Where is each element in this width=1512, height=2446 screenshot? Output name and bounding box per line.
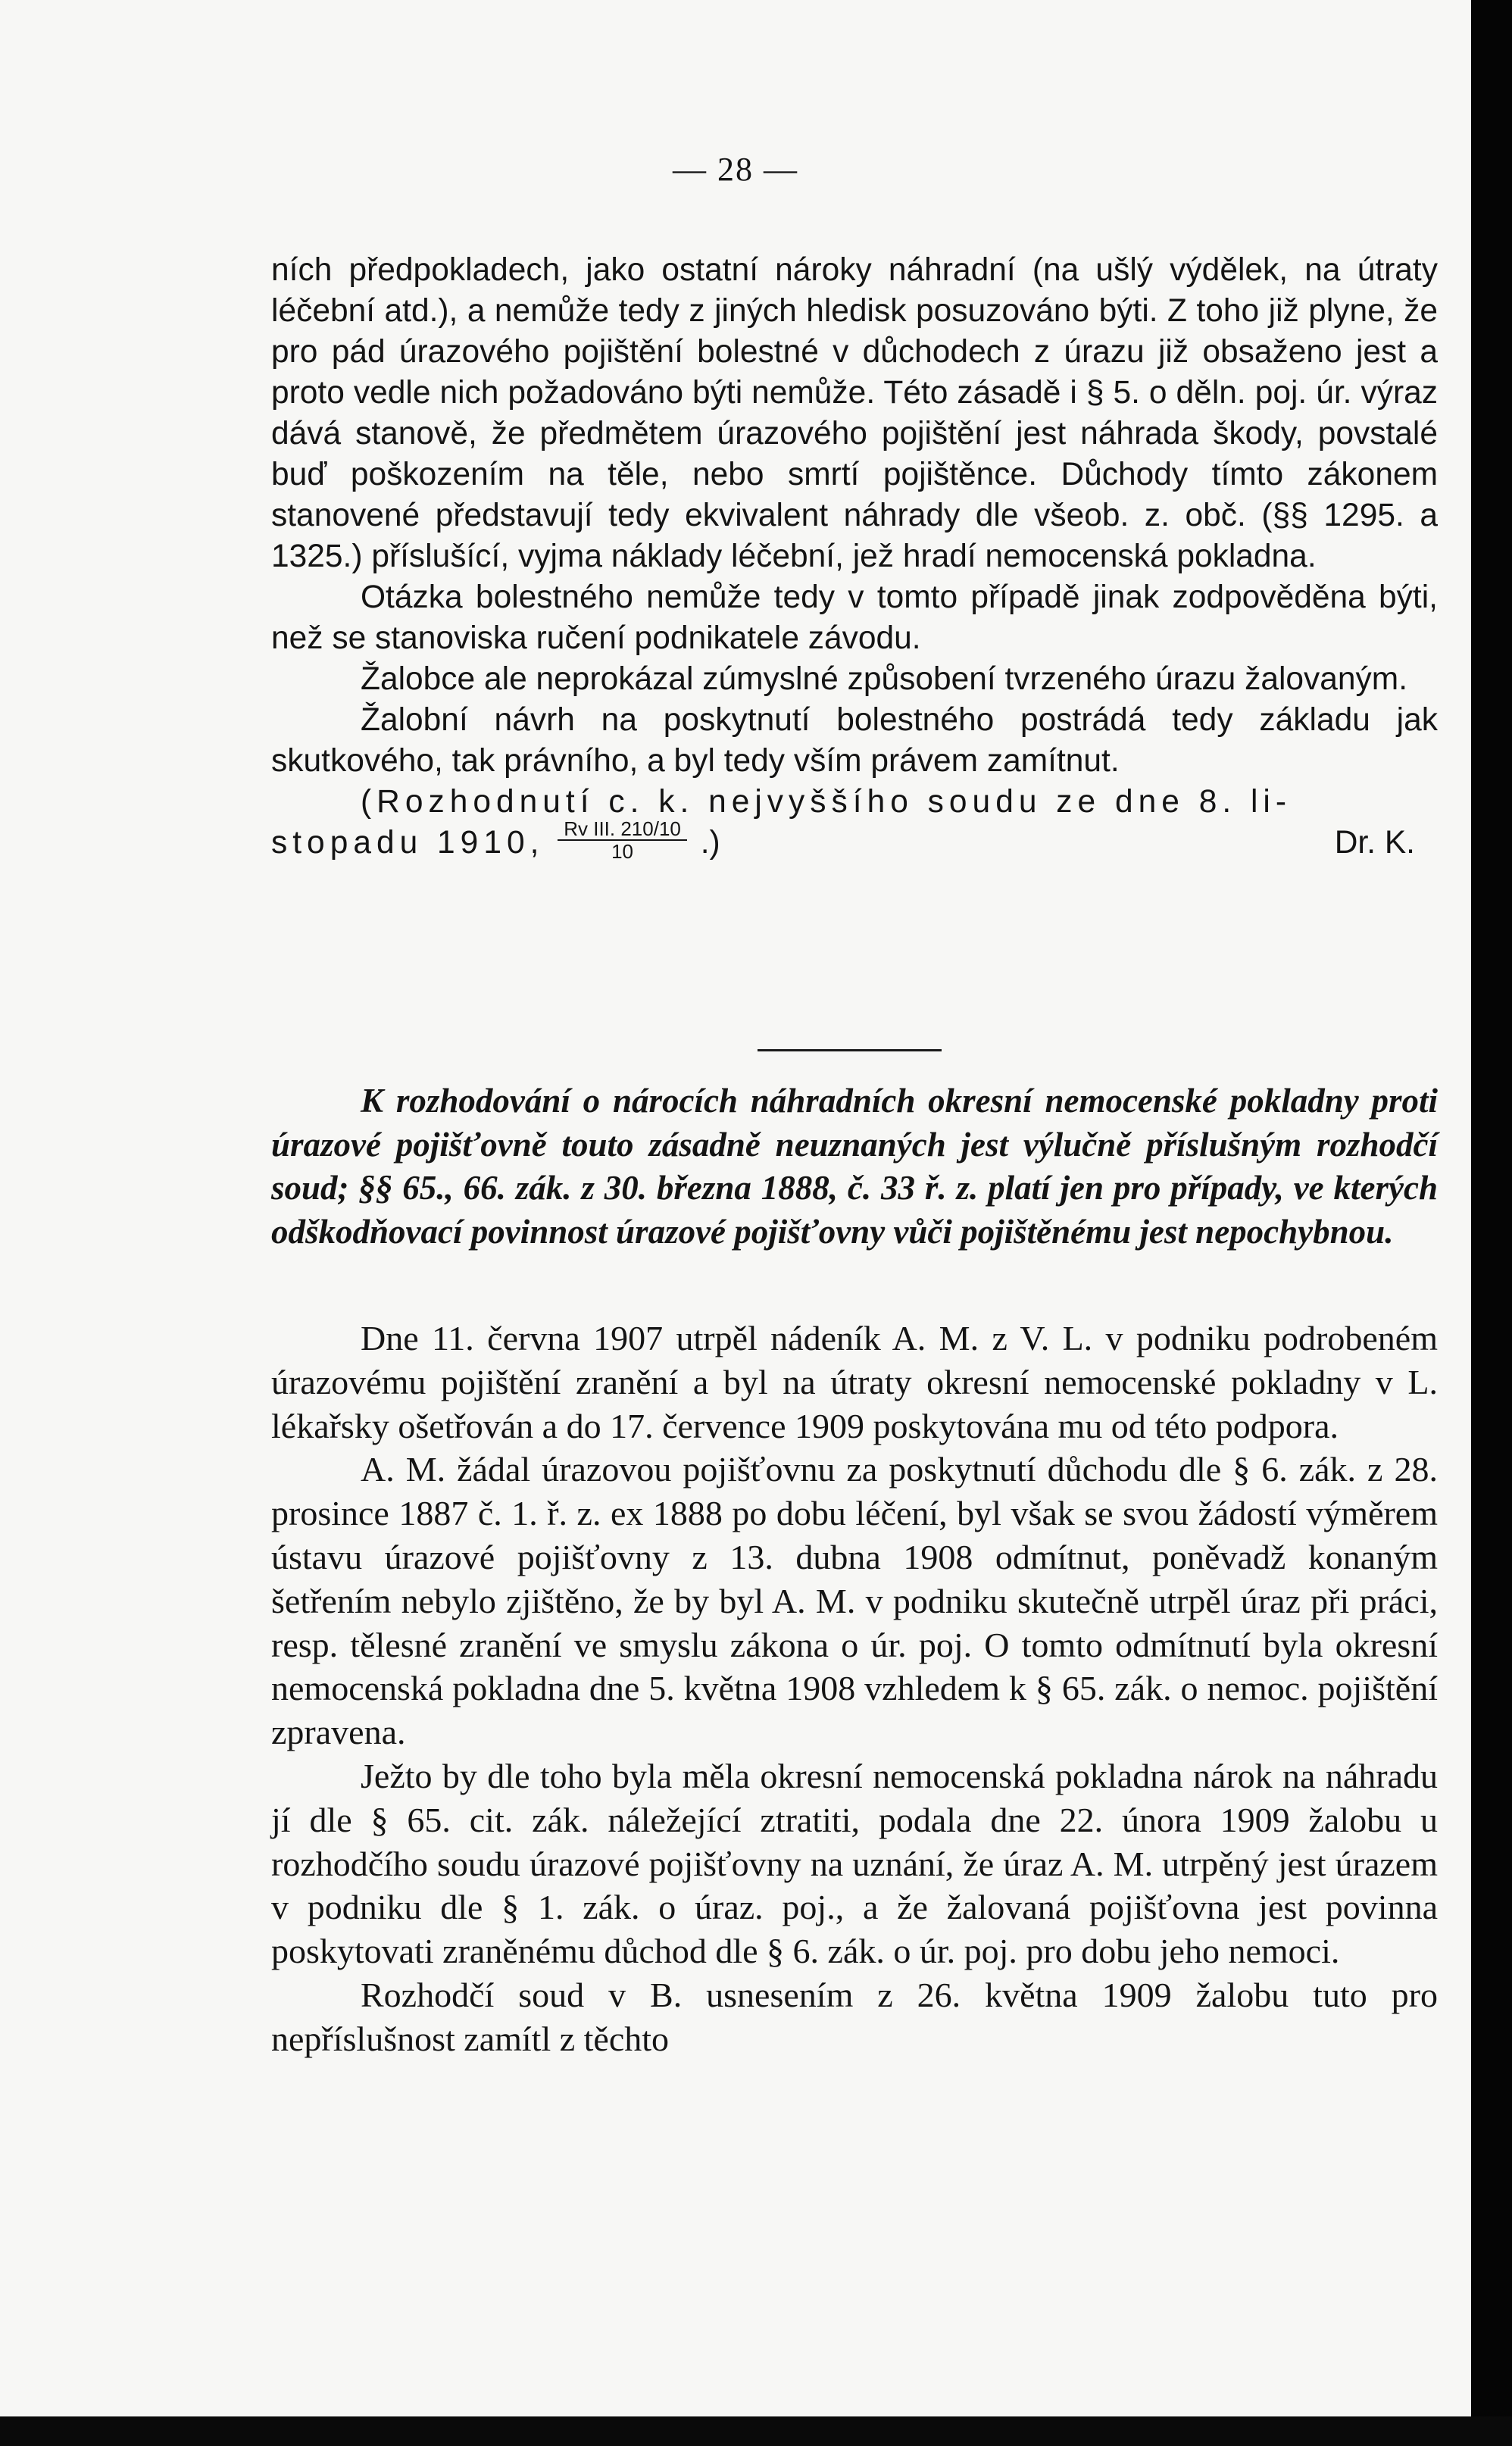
verdict-date: stopadu 1910, — [271, 825, 545, 861]
paragraph-plaintiff-failed: Žalobce ale neprokázal zúmyslné způsobení tvrzeného úrazu žalovaným. — [361, 661, 1408, 697]
verdict-close: .) — [700, 825, 720, 861]
page-number: — 28 — — [673, 151, 798, 188]
paragraph-claim-dismissed: Žalobní návrh na poskytnutí bolestného postrádá tedy základu jak skutkového, tak právního, a byl tedy vším právem zamítnut. — [271, 702, 1438, 779]
scan-border-bottom — [0, 2416, 1512, 2446]
case-number-fraction — [558, 818, 687, 862]
section-divider — [758, 1049, 942, 1051]
continued-judgment-text — [271, 250, 1438, 867]
paragraph-continuation: ních předpokladech, jako ostatní nároky náhradní (na ušlý výdělek, na útraty léčební atd.), a nemůže tedy z jiných hledisk posuzováno býti. Z toho již plyne, že pro pád úrazového pojištění bolestné v důchodech z úrazu již obsaženo jest a proto vedle nich požadováno býti nemůže. Této zásadě i § 5. o děln. poj. úr. výraz dává stanově, že předmětem úrazového pojištění jest náhrada škody, povstalé buď poškozením na těle, nebo smrtí pojištěnce. Důchody tímto zákonem stanovené představují tedy ekvivalent náhrady dle všeob. z. obč. (§§ 1295. a 1325.) příslušící, vyjma náklady léčební, jež hradí nemocenská pokladna. — [271, 252, 1438, 574]
paragraph-injury-facts: Dne 11. června 1907 utrpěl nádeník A. M. z V. L. v podniku podrobeném úrazovému pojištění zranění a byl na útraty okresní nemocenské pokladny v L. lékařsky ošetřován a do 17. července 1909 poskytována mu od této podpora. — [271, 1319, 1438, 1445]
case-number-numerator: Rv III. 210/10 — [558, 818, 687, 841]
paragraph-arbitration-decision: Rozhodčí soud v B. usnesením z 26. května 1909 žalobu tuto pro nepříslušnost zamítl z těchto — [271, 1975, 1438, 2058]
verdict-citation-line-2 — [271, 817, 1438, 867]
headnote-lead-letter: K — [361, 1082, 384, 1120]
headnote-text: rozhodování o nárocích náhradních okresní nemocenské pokladny proti úrazové pojišťovně touto zásadně neuznaných jest výlučně příslušným rozhodčí soud; §§ 65., 66. zák. z 30. března 1888, č. 33 ř. z. platí jen pro případy, ve kterých odškodňovací povinnost úrazové pojišťovny vůči pojištěnému jest nepochybnou. — [271, 1082, 1439, 1251]
scan-border-right — [1471, 0, 1512, 2446]
paragraph-lawsuit: Ježto by dle toho byla měla okresní nemocenská pokladna nárok na náhradu jí dle § 65. cit. zák. náležející ztratiti, podala dne 22. února 1909 žalobu u rozhodčího soudu úrazové pojišťovny na uznání, že úraz A. M. utrpěný jest úrazem v podniku dle § 1. zák. o úraz. poj., a že žalovaná pojišťovna jest povinna poskytovati zraněnému důchod dle § 6. zák. o úr. poj. pro dobu jeho nemoci. — [271, 1756, 1438, 1971]
author-signature: Dr. K. — [1334, 825, 1415, 861]
headnote-summary — [271, 1079, 1438, 1254]
case-body-text — [271, 1317, 1438, 2061]
case-number-denominator: 10 — [611, 840, 633, 863]
verdict-citation-line-1: (Rozhodnutí c. k. nejvyššího soudu ze dne 8. li- — [361, 784, 1292, 820]
verdict-citation — [271, 817, 720, 867]
paragraph-question-of-pain: Otázka bolestného nemůže tedy v tomto případě jinak zodpověděna býti, než se stanoviska ručení podnikatele závodu. — [271, 579, 1438, 656]
paragraph-pension-request: A. M. žádal úrazovou pojišťovnu za poskytnutí důchodu dle § 6. zák. z 28. prosince 1887 č. 1. ř. z. ex 1888 po dobu léčení, byl však se svou žádostí výměrem ústavu úrazové pojišťovny z 13. dubna 1908 odmítnut, poněvadž konaným šetřením nebylo zjištěno, že by byl A. M. v podniku skutečně utrpěl úraz při práci, resp. tělesné zranění ve smyslu zákona o úr. poj. O tomto odmítnutí byla okresní nemocenská pokladna dne 5. května 1908 vzhledem k § 65. zák. o nemoc. pojištění zpravena. — [271, 1450, 1438, 1752]
